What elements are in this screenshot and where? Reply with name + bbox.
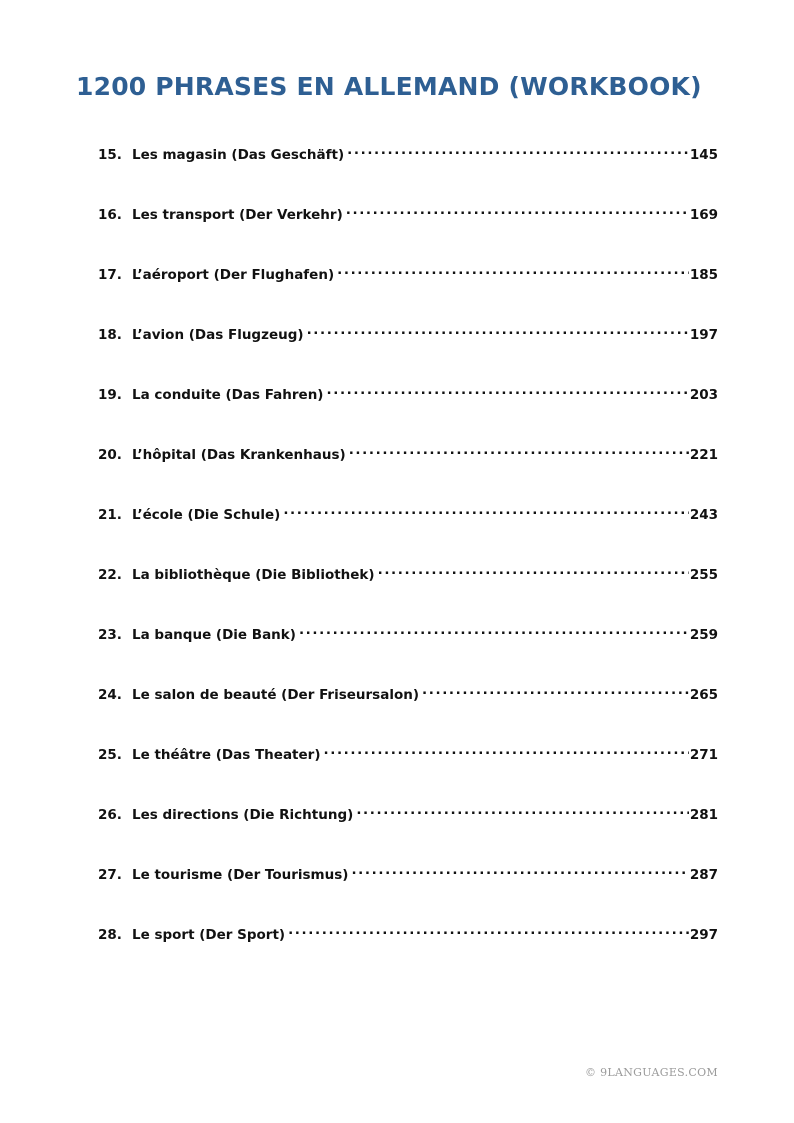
toc-entry-label: L’école (Die Schule) — [132, 507, 281, 523]
toc-leader-dots — [351, 866, 688, 879]
toc-entry-number: 15. — [98, 147, 122, 163]
toc-leader-dots — [422, 686, 689, 699]
toc-leader-dots — [378, 566, 689, 579]
toc-leader-dots — [356, 806, 689, 819]
toc-entry[interactable] — [76, 806, 718, 823]
toc-leader-dots — [299, 626, 689, 639]
toc-entry[interactable] — [76, 326, 718, 343]
toc-entry-label: La bibliothèque (Die Bibliothek) — [132, 567, 375, 583]
toc-entry-page: 221 — [689, 447, 718, 463]
toc-entry-number: 20. — [98, 447, 122, 463]
toc-entry-number: 27. — [98, 867, 122, 883]
page-title: 1200 PHRASES EN ALLEMAND (WORKBOOK) — [76, 72, 702, 101]
toc-entry-number: 17. — [98, 267, 122, 283]
toc-leader-dots — [349, 446, 689, 459]
footer-watermark — [585, 1066, 718, 1079]
toc-entry-label: La conduite (Das Fahren) — [132, 387, 324, 403]
toc-leader-dots — [283, 506, 689, 519]
toc-entry-number: 16. — [98, 207, 122, 223]
toc-entry-label: L’aéroport (Der Flughafen) — [132, 267, 335, 283]
toc-entry-label: Le sport (Der Sport) — [132, 927, 286, 943]
toc-entry-label: L’hôpital (Das Krankenhaus) — [132, 447, 346, 463]
toc-entry-page: 145 — [689, 147, 718, 163]
toc-entry-number: 19. — [98, 387, 122, 403]
toc-entry-number: 18. — [98, 327, 122, 343]
toc-leader-dots — [307, 326, 689, 339]
toc-entry-page: 255 — [689, 567, 718, 583]
toc-entry-page: 243 — [689, 507, 718, 523]
toc-leader-dots — [324, 746, 689, 759]
toc-entry[interactable] — [76, 146, 718, 163]
toc-entry-number: 22. — [98, 567, 122, 583]
toc-entry[interactable] — [76, 266, 718, 283]
footer-text: 9LANGUAGES.COM — [600, 1066, 718, 1079]
toc-entry-number: 21. — [98, 507, 122, 523]
toc-entry-number: 24. — [98, 687, 122, 703]
toc-leader-dots — [326, 386, 688, 399]
toc-entry-page: 265 — [689, 687, 718, 703]
toc-entry-number: 25. — [98, 747, 122, 763]
table-of-contents — [76, 146, 718, 943]
toc-entry-label: Les directions (Die Richtung) — [132, 807, 354, 823]
toc-entry-label: Le théâtre (Das Theater) — [132, 747, 321, 763]
toc-entry-page: 169 — [689, 207, 718, 223]
toc-entry-label: Les transport (Der Verkehr) — [132, 207, 343, 223]
toc-entry-page: 287 — [689, 867, 718, 883]
toc-leader-dots — [337, 266, 689, 279]
toc-entry[interactable] — [76, 386, 718, 403]
toc-entry-label: La banque (Die Bank) — [132, 627, 296, 643]
toc-entry-page: 203 — [689, 387, 718, 403]
toc-entry-page: 185 — [689, 267, 718, 283]
toc-entry[interactable] — [76, 866, 718, 883]
copyright-icon: © — [585, 1066, 597, 1079]
toc-entry-page: 259 — [689, 627, 718, 643]
toc-leader-dots — [347, 146, 689, 159]
toc-entry[interactable] — [76, 566, 718, 583]
toc-entry-number: 23. — [98, 627, 122, 643]
toc-entry-page: 197 — [689, 327, 718, 343]
toc-entry[interactable] — [76, 926, 718, 943]
toc-entry-number: 26. — [98, 807, 122, 823]
toc-entry[interactable] — [76, 446, 718, 463]
toc-entry-label: Le tourisme (Der Tourismus) — [132, 867, 349, 883]
toc-entry[interactable] — [76, 506, 718, 523]
toc-leader-dots — [288, 926, 689, 939]
toc-entry-page: 271 — [689, 747, 718, 763]
toc-entry-label: L’avion (Das Flugzeug) — [132, 327, 304, 343]
toc-entry-number: 28. — [98, 927, 122, 943]
toc-entry-label: Le salon de beauté (Der Friseursalon) — [132, 687, 420, 703]
toc-entry-page: 281 — [689, 807, 718, 823]
toc-entry[interactable] — [76, 206, 718, 223]
toc-entry-page: 297 — [689, 927, 718, 943]
toc-entry[interactable] — [76, 746, 718, 763]
toc-leader-dots — [346, 206, 689, 219]
toc-entry[interactable] — [76, 686, 718, 703]
toc-entry-label: Les magasin (Das Geschäft) — [132, 147, 345, 163]
toc-entry[interactable] — [76, 626, 718, 643]
